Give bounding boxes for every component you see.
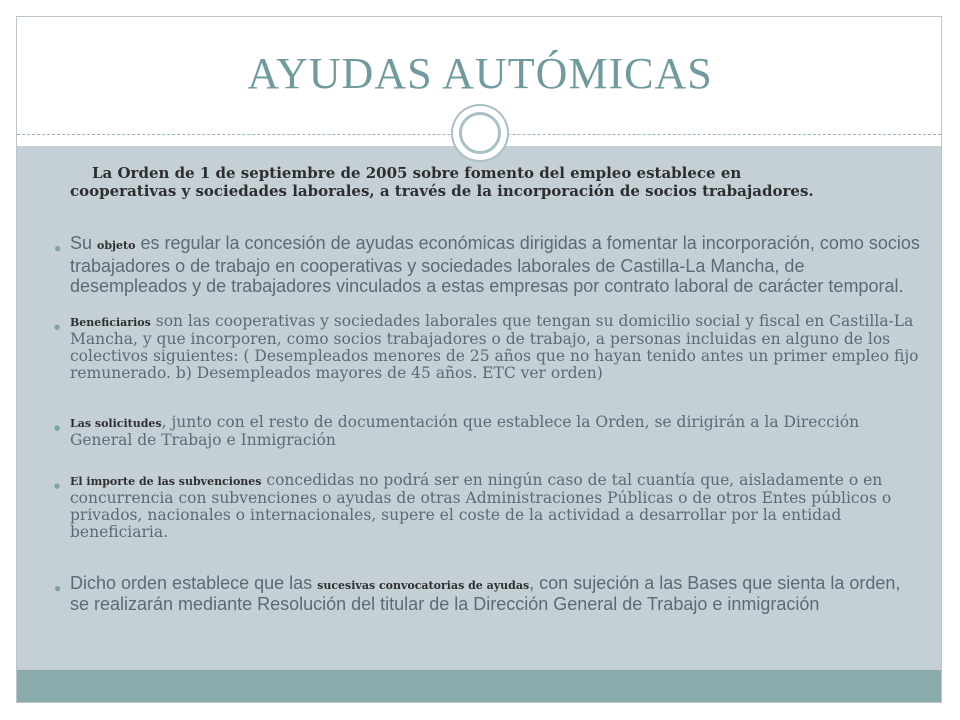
bullet-beneficiarios xyxy=(54,312,920,382)
bullet-text: son las cooperativas y sociedades laborales que tengan su domicilio social y fiscal en Castilla-La Mancha, y que incorporen, como socios trabajadores o de trabajo, a personas incluidas en alguno de los colectivos siguientes: ( Desempleados menores de 25 años que no hayan tenido antes un primer empleo fijo remunerado. b) Desempleados mayores de 45 años. ETC ver orden) xyxy=(70,312,919,382)
bullet-dot-icon: ● xyxy=(54,323,61,331)
bullet-keyword: Las solicitudes xyxy=(70,417,162,430)
bullet-text: , con sujeción a las Bases que sienta la orden, se realizarán mediante Resolución del titular de la Dirección General de Trabajo e inmigración xyxy=(70,573,901,614)
bullet-objeto xyxy=(54,233,920,296)
bullet-pre: Dicho orden establece que las xyxy=(70,573,318,593)
bullet-keyword: sucesivas convocatorias de ayudas xyxy=(317,579,530,592)
bullet-keyword: Beneficiarios xyxy=(70,316,151,329)
slide-title: AYUDAS AUTÓMICAS xyxy=(247,49,713,98)
bullet-text: es regular la concesión de ayudas económicas dirigidas a fomentar la incorporación, como socios trabajadores o de trabajo en cooperativas y sociedades laborales de Castilla-La Mancha, de desempleados y de trabajadores vinculados a estas empresas por contrato laboral de carácter temporal. xyxy=(70,233,920,296)
bullet-pre: Su xyxy=(70,233,98,253)
bullet-dot-icon: ● xyxy=(54,241,62,255)
bullet-solicitudes xyxy=(54,413,920,449)
footer-band xyxy=(17,670,941,702)
intro-line-2: cooperativas y sociedades laborales, a través de la incorporación de socios trabajadores. xyxy=(70,182,814,200)
bullet-keyword: objeto xyxy=(97,239,136,252)
bullet-text: concedidas no podrá ser en ningún caso de tal cuantía que, aisladamente o en concurrencia con subvenciones o ayudas de otras Administraciones Públicas o de otros Entes públicos o privados, nacionales o internacionales, supere el coste de la actividad a desarrollar por la entidad beneficiaria. xyxy=(70,471,892,541)
bullet-dot-icon: ● xyxy=(54,424,61,432)
bullet-importe xyxy=(54,471,920,541)
bullet-dot-icon: ● xyxy=(54,581,62,595)
circle-ornament-icon xyxy=(451,104,509,162)
bullet-convocatorias xyxy=(54,573,920,614)
intro-line-1: La Orden de 1 de septiembre de 2005 sobre fomento del empleo establece en xyxy=(92,164,742,182)
bullet-dot-icon: ● xyxy=(54,482,61,490)
bullet-text: , junto con el resto de documentación que establece la Orden, se dirigirán a la Dirección General de Trabajo e Inmigración xyxy=(70,413,860,449)
intro-paragraph xyxy=(70,164,900,200)
bullet-keyword: El importe de las subvenciones xyxy=(70,475,262,488)
